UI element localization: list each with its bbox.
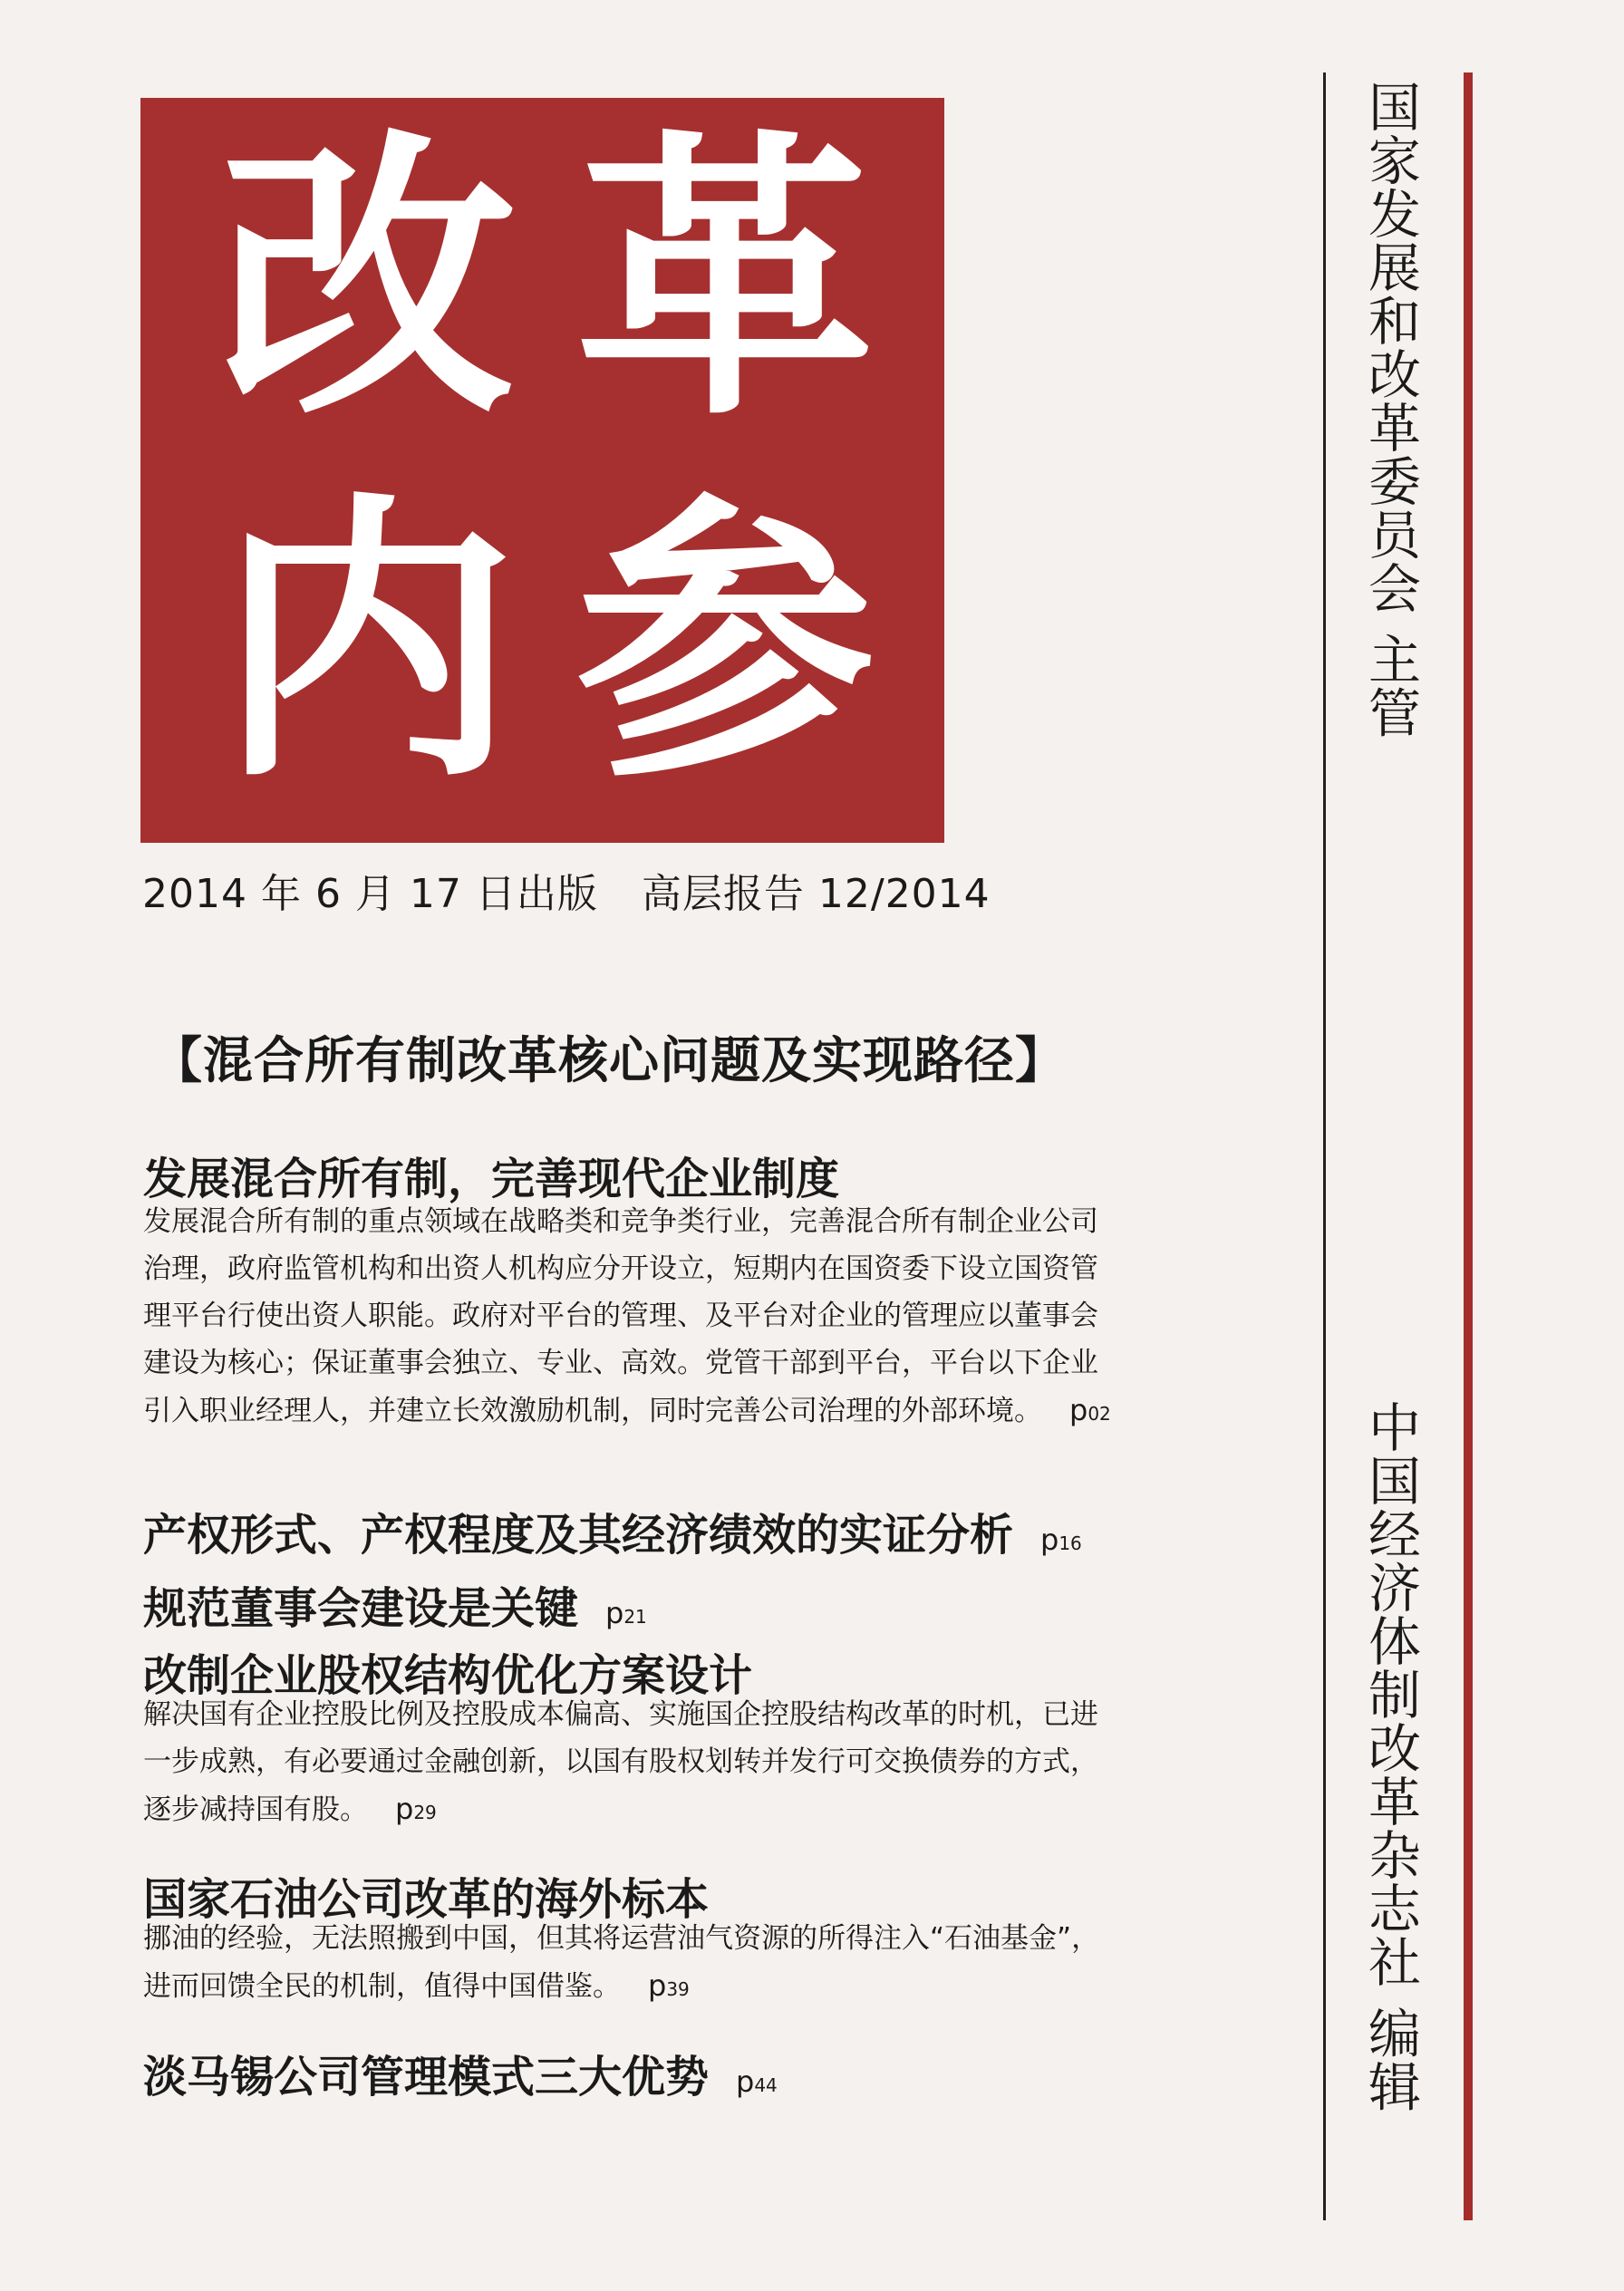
issue-line [142, 861, 1034, 919]
article-summary-text: 挪油的经验，无法照搬到中国，但其将运营油气资源的所得注入“石油基金”，进而回馈全民的机制，值得中国借鉴。 [143, 1922, 1100, 2003]
divider-line [1323, 72, 1326, 2220]
article-title [143, 2042, 778, 2104]
issue-date: 2014 年 6 月 17 日出版 [142, 871, 598, 917]
article-summary-text: 发展混合所有制的重点领域在战略类和竞争类行业，完善混合所有制企业公司治理，政府监管机构和出资人机构应分开设立，短期内在国资委下设立国资管理平台行使出资人职能。政府对平台的管理、及平台对企业的管理应以董事会建设为核心；保证董事会独立、专业、高效。党管干部到平台，平台以下企业引入职业经理人，并建立长效激励机制，同时完善公司治理的外部环境。 [143, 1205, 1098, 1427]
article-title [143, 1573, 647, 1636]
page-ref: p39 [648, 1968, 690, 2003]
article-summary [143, 1915, 1122, 2013]
article-title-text: 国家石油公司改革的海外标本 [143, 1874, 710, 1925]
article-summary [143, 1691, 1122, 1836]
supervisor-text: 国家发展和改革委员会 主管 [1359, 80, 1421, 740]
article-title-text: 规范董事会建设是关键 [143, 1583, 579, 1634]
red-divider-line [1464, 72, 1473, 2220]
page-ref: p21 [605, 1596, 647, 1630]
article-title-text: 发展混合所有制，完善现代企业制度 [143, 1154, 840, 1204]
article-title-text: 产权形式、产权程度及其经济绩效的实证分析 [143, 1510, 1014, 1561]
article-summary [143, 1198, 1122, 1437]
masthead-char: 革 [575, 103, 875, 455]
article-title-text: 淡马锡公司管理模式三大优势 [143, 2052, 710, 2102]
editor-text: 中国经济体制改革杂志社 编辑 [1359, 1400, 1421, 2113]
masthead-char: 内 [218, 466, 517, 817]
masthead-char: 改 [218, 103, 517, 455]
article-title [143, 1144, 839, 1206]
page-ref: p29 [395, 1792, 437, 1826]
page-ref: p16 [1040, 1522, 1082, 1557]
issue-series: 高层报告 12/2014 [641, 871, 991, 917]
page-ref: p44 [736, 2064, 778, 2099]
section-title: 【混合所有制改革核心问题及实现路径】 [152, 1031, 1067, 1089]
article-title-text: 改制企业股权结构优化方案设计 [143, 1650, 753, 1701]
article-title [143, 1500, 1082, 1562]
page-ref: p02 [1069, 1393, 1111, 1427]
masthead [140, 98, 944, 843]
masthead-char: 参 [575, 466, 875, 817]
article-summary-text: 解决国有企业控股比例及控股成本偏高、实施国企控股结构改革的时机，已进一步成熟，有必要通过金融创新，以国有股权划转并发行可交换债券的方式，逐步减持国有股。 [143, 1698, 1098, 1826]
